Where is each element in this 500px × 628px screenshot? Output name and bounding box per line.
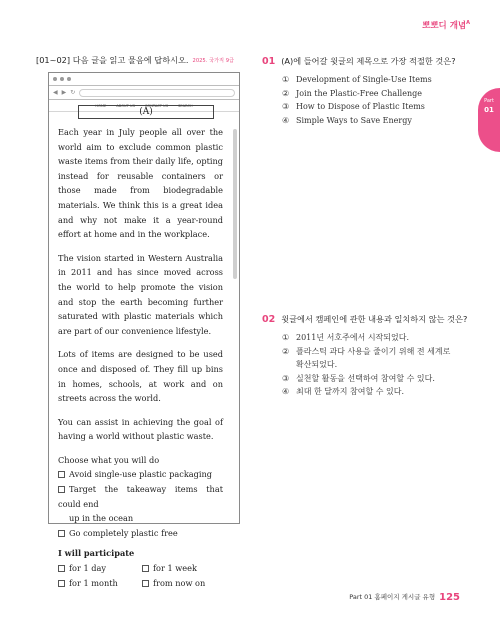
choose-option: Avoid single-use plastic packaging <box>58 467 223 482</box>
answer-option[interactable]: ③ How to Dispose of Plastic Items <box>282 102 425 111</box>
question-text: (A)에 들어갈 윗글의 제목으로 가장 적절한 것은? <box>281 56 456 66</box>
page-footer: Part 01 홈페이지 게시글 유형 125 <box>349 592 460 603</box>
question-2 <box>262 314 467 399</box>
answer-options <box>282 73 456 127</box>
answer-option[interactable]: ① Development of Single-Use Items <box>282 75 432 84</box>
nav-search[interactable]: SEARCH <box>178 103 193 108</box>
page-content <box>58 125 223 590</box>
participate-heading: I will participate <box>58 548 135 559</box>
browser-address-row <box>49 86 239 100</box>
part-side-tab: Part 01 <box>478 88 500 152</box>
nav-contact[interactable]: CONTACT US <box>144 103 169 108</box>
question-text: 윗글에서 캠페인에 관한 내용과 일치하지 않는 것은? <box>281 314 468 324</box>
question-number: 02 <box>262 314 276 325</box>
browser-titlebar <box>49 73 239 86</box>
reload-icon[interactable]: ↻ <box>70 89 76 96</box>
choose-option: Target the takeaway items that could end <box>58 484 223 509</box>
brand-logo: 뽀뽀디 개념$^A$ <box>422 20 470 31</box>
answer-option[interactable]: ② Join the Plastic-Free Challenge <box>282 88 422 98</box>
checkbox[interactable] <box>58 580 65 587</box>
paragraph: Each year in July people all over the world aim to exclude common plastic waste items from their daily life, opting instead for reusable containers or those made from biodegradable materials. We think this is a great idea and why not make it a year-round effort at home and in the workplace. <box>58 127 223 240</box>
participate-option: for 1 day <box>58 561 142 576</box>
back-arrow-icon[interactable]: ◀ <box>53 89 58 96</box>
window-dot-icon <box>53 77 57 81</box>
instruction: [01~02] 다음 글을 읽고 물음에 답하시오. 2025. 국가직 9급 <box>36 55 235 65</box>
window-dot-icon <box>67 77 71 81</box>
question-number: 01 <box>262 56 276 67</box>
paragraph: You can assist in achieving the goal of having a world without plastic waste. <box>58 416 223 442</box>
checkbox[interactable] <box>142 580 149 587</box>
forward-arrow-icon[interactable]: ▶ <box>61 89 67 96</box>
nav-home[interactable]: HOME <box>95 103 107 108</box>
participate-options <box>58 561 223 590</box>
checkbox[interactable] <box>58 530 65 537</box>
paragraph: Lots of items are designed to be used once and disposed of. They fill up bins in homes, schools, at work and on streets across the world. <box>58 349 223 404</box>
choose-heading: Choose what you will do <box>58 454 160 465</box>
answer-option[interactable]: ③ 실천할 활동을 선택하여 참여할 수 있다. <box>282 373 435 383</box>
checkbox[interactable] <box>58 565 65 572</box>
page-number: 125 <box>439 592 460 603</box>
answer-options <box>282 331 467 399</box>
choose-option-continued: up in the ocean <box>69 513 134 524</box>
checkbox[interactable] <box>58 486 65 493</box>
scrollbar[interactable] <box>233 129 237 279</box>
participate-option: for 1 week <box>142 561 222 576</box>
address-bar[interactable] <box>79 89 235 97</box>
answer-option[interactable]: ④ Simple Ways to Save Energy <box>282 115 412 125</box>
answer-option[interactable]: ① 2011년 서호주에서 시작되었다. <box>282 333 409 342</box>
nav-about[interactable]: ABOUT US <box>116 103 135 108</box>
choose-option: Go completely plastic free <box>58 526 223 541</box>
answer-option-continued: 확산되었다. <box>296 360 338 369</box>
browser-window <box>48 72 240 588</box>
answer-option[interactable]: ④ 최대 한 달까지 참여할 수 있다. <box>282 387 404 396</box>
checkbox[interactable] <box>142 565 149 572</box>
blank-title-box: (A) <box>78 105 214 119</box>
window-dot-icon <box>60 77 64 81</box>
paragraph: The vision started in Western Australia in 2011 and has since moved across the world to help promote the vision and stop the earth becoming further saturated with plastic materials which are part of our convenience lifestyle. <box>58 252 223 336</box>
answer-option[interactable]: ② 플라스틱 과다 사용을 줄이기 위해 전 세계로 <box>282 346 451 356</box>
question-1 <box>262 56 456 127</box>
participate-option: for 1 month <box>58 576 142 591</box>
checkbox[interactable] <box>58 471 65 478</box>
participate-option: from now on <box>142 576 222 591</box>
